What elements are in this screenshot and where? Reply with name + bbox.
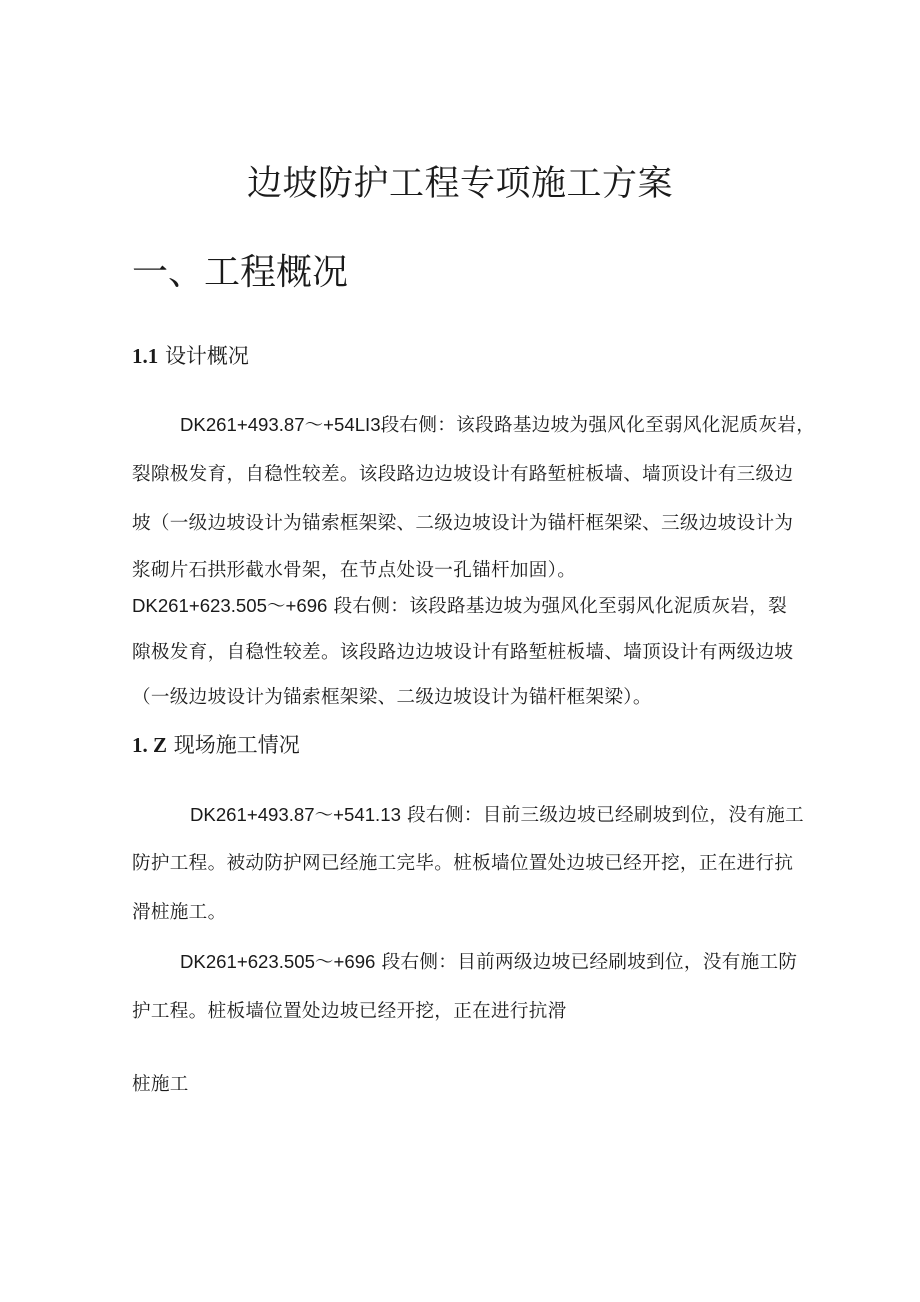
subsection-heading-site-construction [132, 729, 300, 759]
chainage-code: DK261+623.505～+696 [132, 595, 328, 616]
paragraph-line [180, 948, 797, 974]
section-heading-project-overview: 一、工程概况 [132, 252, 349, 293]
paragraph-line: （一级边坡设计为锚索框架梁、二级边坡设计为锚杆框架梁）。 [132, 687, 652, 708]
paragraph-line: 坡（一级边坡设计为锚索框架梁、二级边坡设计为锚杆框架梁、三级边坡设计为 [132, 513, 794, 534]
paragraph-line: 防护工程。被动防护网已经施工完毕。桩板墙位置处边坡已经开挖，正在进行抗 [132, 853, 794, 874]
paragraph-line: 裂隙极发育，自稳性较差。该段路边边坡设计有路堑桩板墙、墙顶设计有三级边 [132, 464, 794, 485]
document-title: 边坡防护工程专项施工方案 [246, 164, 673, 204]
paragraph-text: 段右侧：目前三级边坡已经刷坡到位，没有施工 [407, 805, 804, 826]
paragraph-text: 段右侧：该段路基边坡为强风化至弱风化泥质灰岩， [380, 415, 816, 436]
paragraph-line [180, 411, 815, 437]
paragraph-text: 段右侧：该段路基边坡为强风化至弱风化泥质灰岩，裂 [333, 596, 788, 617]
subsection-heading-design-overview [132, 340, 249, 370]
chainage-code: DK261+493.87～+541.13 [190, 804, 401, 825]
paragraph-trailing-line: 桩施工 [132, 1074, 189, 1095]
subsection-number: 1.1 [132, 344, 159, 368]
paragraph-line: 浆砌片石拱形截水骨架，在节点处设一孔锚杆加固）。 [132, 560, 577, 581]
chainage-code: DK261+493.87～+54LI3 [180, 414, 381, 435]
paragraph-line [132, 592, 787, 618]
subsection-number: 1. Z [132, 733, 168, 757]
paragraph-line: 护工程。桩板墙位置处边坡已经开挖，正在进行抗滑 [132, 1001, 567, 1022]
subsection-label: 设计概况 [164, 344, 249, 368]
chainage-code: DK261+623.505～+696 [180, 951, 376, 972]
paragraph-text: 段右侧：目前两级边坡已经刷坡到位，没有施工防 [381, 952, 798, 973]
paragraph-line: 隙极发育，自稳性较差。该段路边边坡设计有路堑桩板墙、墙顶设计有两级边坡 [132, 642, 794, 663]
paragraph-line [190, 801, 804, 827]
subsection-label: 现场施工情况 [173, 733, 300, 757]
paragraph-line: 滑桩施工。 [132, 902, 227, 923]
